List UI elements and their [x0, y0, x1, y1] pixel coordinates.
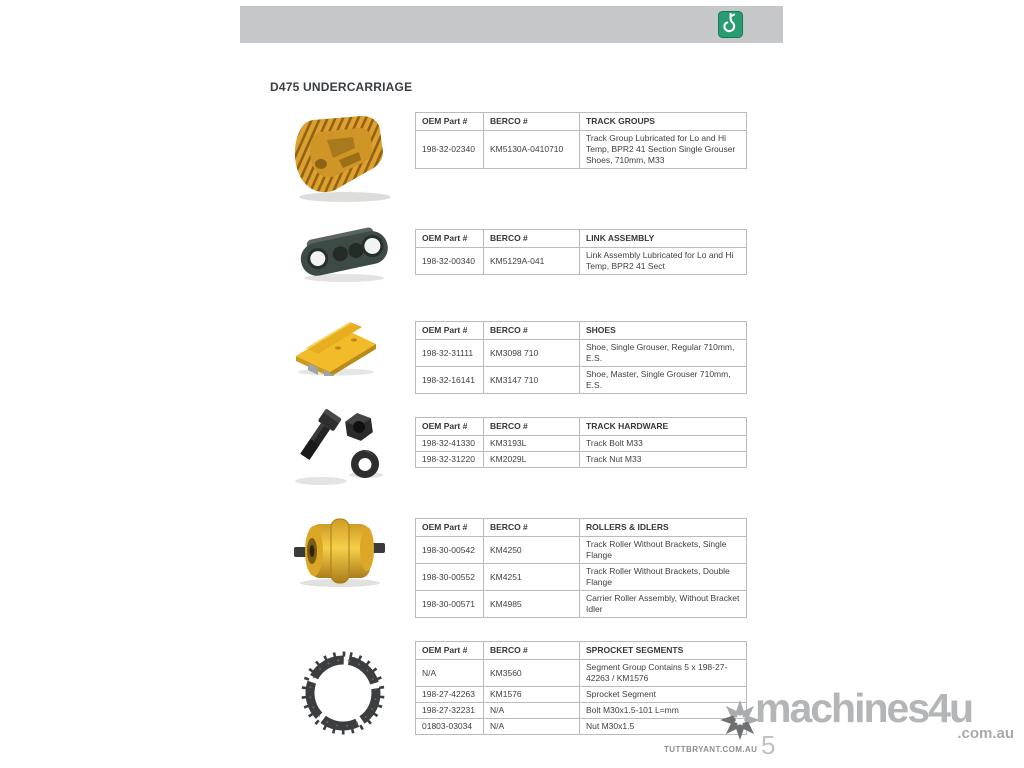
- parts-table-shoes: [415, 321, 747, 394]
- column-header: LINK ASSEMBLY: [580, 230, 747, 248]
- table-cell: 01803-03034: [416, 719, 484, 735]
- parts-table-rollers-idlers: [415, 518, 747, 618]
- column-header: TRACK GROUPS: [580, 113, 747, 131]
- table-cell: 198-30-00542: [416, 537, 484, 564]
- column-header: OEM Part #: [416, 230, 484, 248]
- table-cell: 198-32-31111: [416, 340, 484, 367]
- column-header: OEM Part #: [416, 322, 484, 340]
- table-cell: Track Bolt M33: [580, 436, 747, 452]
- table-cell: Link Assembly Lubricated for Lo and Hi Temp, BPR2 41 Sect: [580, 248, 747, 275]
- parts-table-track-groups: [415, 112, 747, 169]
- table-row: [416, 660, 747, 687]
- header-row: [416, 418, 747, 436]
- table-row: [416, 367, 747, 394]
- table-cell: KM2029L: [484, 452, 580, 468]
- parts-table-link-assembly: [415, 229, 747, 275]
- table-row: [416, 564, 747, 591]
- table-row: [416, 687, 747, 703]
- column-header: SHOES: [580, 322, 747, 340]
- table-row: [416, 537, 747, 564]
- link-assembly-image: [296, 220, 392, 289]
- table-cell: Track Roller Without Brackets, Single Flange: [580, 537, 747, 564]
- roller-image: [292, 511, 387, 594]
- table-cell: 198-32-41330: [416, 436, 484, 452]
- table-row: [416, 131, 747, 169]
- table-cell: N/A: [416, 660, 484, 687]
- table-cell: KM4985: [484, 591, 580, 618]
- column-header: TRACK HARDWARE: [580, 418, 747, 436]
- table-cell: 198-27-42263: [416, 687, 484, 703]
- table-cell: KM4250: [484, 537, 580, 564]
- table-cell: N/A: [484, 703, 580, 719]
- table-cell: KM3098 710: [484, 340, 580, 367]
- shoe-image: [292, 318, 380, 381]
- column-header: BERCO #: [484, 322, 580, 340]
- track-hardware-image: [287, 401, 392, 494]
- column-header: ROLLERS & IDLERS: [580, 519, 747, 537]
- track-group-image: [283, 112, 398, 209]
- parts-table-sprocket-segments: [415, 641, 747, 735]
- table-row: [416, 591, 747, 618]
- table-cell: 198-32-31220: [416, 452, 484, 468]
- table-cell: Track Group Lubricated for Lo and Hi Temp, BPR2 41 Section Single Grouser Shoes, 710mm, M33: [580, 131, 747, 169]
- column-header: BERCO #: [484, 230, 580, 248]
- table-cell: KM5129A-041: [484, 248, 580, 275]
- header-row: [416, 642, 747, 660]
- table-row: [416, 719, 747, 735]
- header-row: [416, 519, 747, 537]
- watermark-suffix-text: .com.au: [957, 725, 1014, 742]
- column-header: BERCO #: [484, 519, 580, 537]
- table-cell: KM4251: [484, 564, 580, 591]
- table-row: [416, 703, 747, 719]
- hook-logo-icon: [718, 11, 743, 38]
- table-row: [416, 340, 747, 367]
- footer-site-text: TUTTBRYANT.COM.AU: [664, 745, 758, 754]
- table-cell: KM3193L: [484, 436, 580, 452]
- table-row: [416, 452, 747, 468]
- header-bar: [240, 6, 783, 43]
- table-cell: Shoe, Master, Single Grouser 710mm, E.S.: [580, 367, 747, 394]
- table-cell: KM5130A-0410710: [484, 131, 580, 169]
- column-header: BERCO #: [484, 113, 580, 131]
- page-number: 5: [761, 730, 776, 760]
- page-title: D475 UNDERCARRIAGE: [270, 80, 413, 94]
- column-header: OEM Part #: [416, 642, 484, 660]
- table-cell: 198-32-00340: [416, 248, 484, 275]
- table-cell: KM3147 710: [484, 367, 580, 394]
- column-header: OEM Part #: [416, 519, 484, 537]
- table-cell: Shoe, Single Grouser, Regular 710mm, E.S.: [580, 340, 747, 367]
- table-cell: N/A: [484, 719, 580, 735]
- column-header: SPROCKET SEGMENTS: [580, 642, 747, 660]
- column-header: OEM Part #: [416, 113, 484, 131]
- column-header: OEM Part #: [416, 418, 484, 436]
- watermark-brand-text: machines4u: [755, 685, 972, 731]
- table-cell: Sprocket Segment: [580, 687, 747, 703]
- table-cell: 198-30-00571: [416, 591, 484, 618]
- star-icon: [720, 698, 760, 747]
- parts-table-track-hardware: [415, 417, 747, 468]
- table-cell: KM1576: [484, 687, 580, 703]
- column-header: BERCO #: [484, 642, 580, 660]
- table-cell: Nut M30x1.5: [580, 719, 747, 735]
- table-cell: Segment Group Contains 5 x 198-27-42263 / KM1576: [580, 660, 747, 687]
- table-cell: 198-27-32231: [416, 703, 484, 719]
- header-row: [416, 113, 747, 131]
- column-header: BERCO #: [484, 418, 580, 436]
- header-row: [416, 230, 747, 248]
- header-row: [416, 322, 747, 340]
- table-cell: Carrier Roller Assembly, Without Bracket Idler: [580, 591, 747, 618]
- table-cell: Bolt M30x1.5-101 L=mm: [580, 703, 747, 719]
- table-cell: 198-32-02340: [416, 131, 484, 169]
- sprocket-segments-image: [297, 641, 389, 744]
- table-row: [416, 248, 747, 275]
- table-row: [416, 436, 747, 452]
- table-cell: KM3560: [484, 660, 580, 687]
- table-cell: 198-30-00552: [416, 564, 484, 591]
- table-cell: Track Roller Without Brackets, Double Flange: [580, 564, 747, 591]
- table-cell: 198-32-16141: [416, 367, 484, 394]
- table-cell: Track Nut M33: [580, 452, 747, 468]
